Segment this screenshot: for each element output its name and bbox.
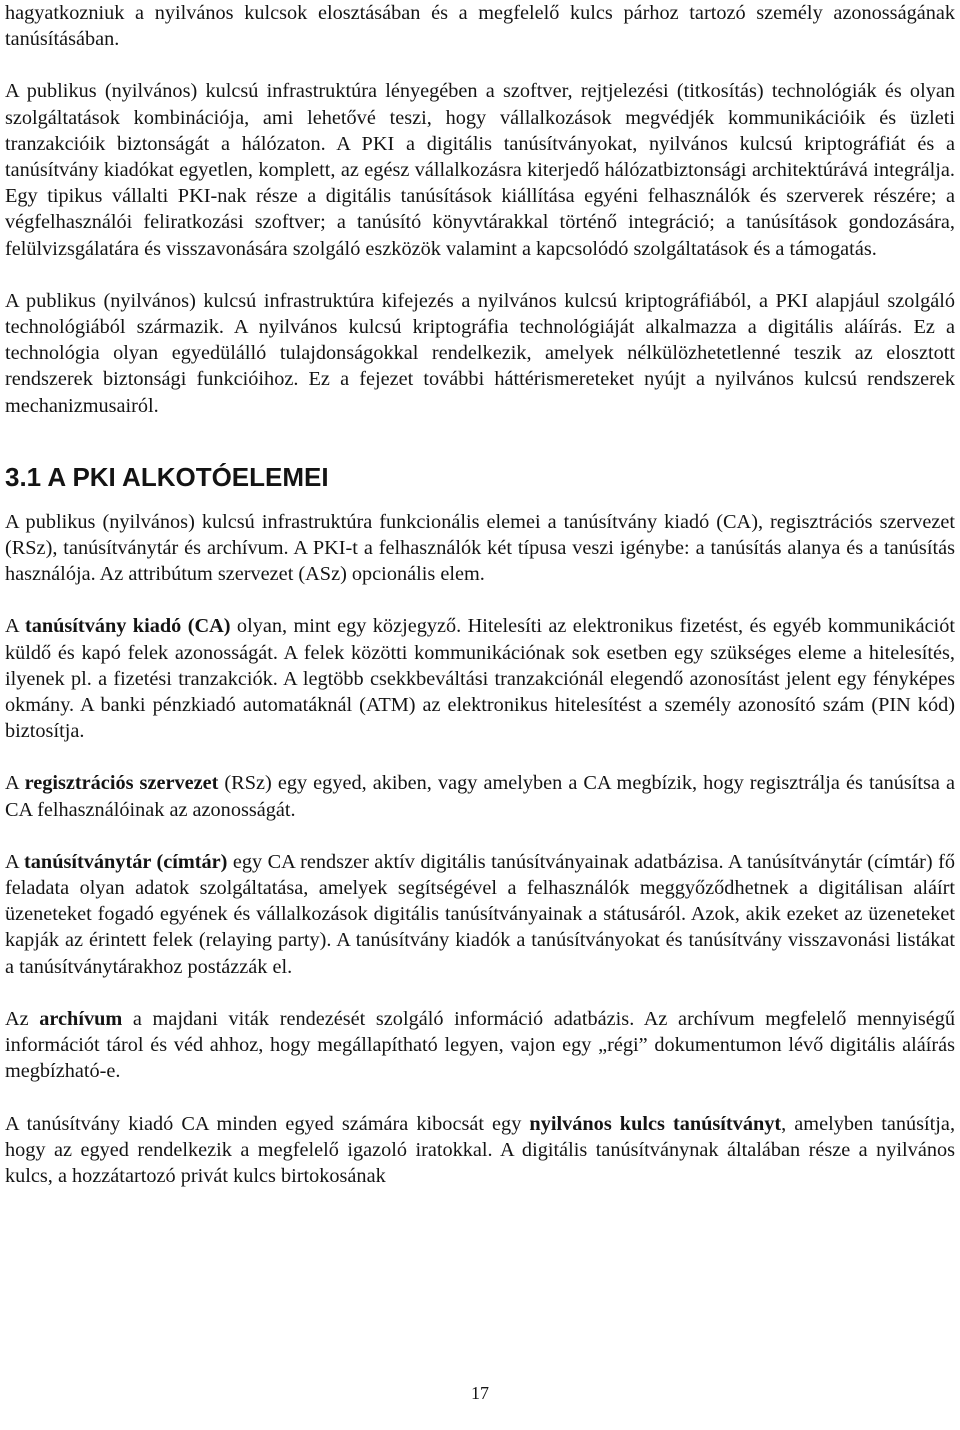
- paragraph-gap: [5, 1085, 955, 1111]
- paragraph-gap: [5, 262, 955, 288]
- paragraph-archive: [5, 1006, 955, 1085]
- paragraph-continuation: hagyatkozniuk a nyilvános kulcsok elosztásában és a megfelelő kulcs párhoz tartozó személy azonosságának tanúsításában.: [5, 2, 955, 51]
- text-run: olyan, mint egy közjegyző. Hitelesíti az elektronikus fizetést, és egyéb kommunikációt küldő és kapó felek azonosságát. A felek közötti kommunikációnak sok esetben egy szükséges eleme a hitelesítés, ilyenek pl. a fizetési tranzakciók. A legtöbb csekkbeváltási tranzakciónál elegendő azonosítást jelent egy fényképes okmány. A banki pénzkiadó automatáknál (ATM) az elektronikus hitelesítést a személy azonosító szám (PIN kód) biztosítja.: [5, 615, 955, 743]
- paragraph-pki-definition: A publikus (nyilvános) kulcsú infrastruktúra lényegében a szoftver, rejtjelezési (titkosítás) technológiák és olyan szolgáltatások kombinációja, ami lehetővé teszi, hogy vállalkozások megvédjék kommunikációik és üzleti tranzakcióik biztonságát a hálózaton. A PKI a digitális tanúsítványokat, nyilvános kulcsú kriptográfiát és a tanúsítvány kiadókat egyetlen, komplett, az egész vállalkozásra kiterjedő hálózatbiztonsági architektúrává integrálja. Egy tipikus vállalti PKI-nak része a digitális tanúsítások kiállítása egyéni felhasználók és szerverek részére; a végfelhasználói feliratkozási szoftver; a tanúsító könyvtárakkal történő integráció; a tanúsítások gondozására, felülvizsgálatára és visszavonására szolgáló eszközök valamint a kapcsolódó szolgáltatások és a támogatás.: [5, 80, 955, 260]
- text-run: A: [5, 615, 25, 638]
- text-run: egy CA rendszer aktív digitális tanúsítványainak adatbázisa. A tanúsítványtár (címtár) fő feladata olyan adatok szolgáltatása, amelyek segítségével a felhasználók meggyőződhetnek a digitálisan aláírt üzeneteket fogadó egyének és vállalkozások digitális tanúsítványainak a státusáról. Azok, akik ezeket az üzeneteket kapják az érintett felek (relaying party). A tanúsítvány kiadók a tanúsítványokat és tanúsítvány visszavonási listákat a tanúsítványtárakhoz postázzák el.: [5, 850, 955, 978]
- page-body: [5, 0, 955, 1189]
- paragraph-pki-components: A publikus (nyilvános) kulcsú infrastruktúra funkcionális elemei a tanúsítvány kiadó (CA), regisztrációs szervezet (RSz), tanúsítványtár és archívum. A PKI-t a felhasználók két típusa veszi igénybe: a tanúsítás alanya és a tanúsítás használója. Az attribútum szervezet (ASz) opcionális elem.: [5, 510, 955, 586]
- paragraph-pki-origin: A publikus (nyilvános) kulcsú infrastruktúra kifejezés a nyilvános kulcsú kriptográfiából, a PKI alapjául szolgáló technológiából származik. A nyilvános kulcsú kriptográfia technológiáját alkalmazza a digitális aláírás. Ez a technológia olyan egyedülálló tulajdonságokkal rendelkezik, amelyek nélkülözhetetlenné teszik az elosztott rendszerek biztonsági funkcióihoz. Ez a fejezet további háttérismereteket nyújt a nyilvános kulcsú rendszerek mechanizmusairól.: [5, 289, 955, 417]
- bold-term: nyilvános kulcs tanúsítványt: [529, 1112, 782, 1135]
- page-number: 17: [471, 1383, 489, 1403]
- bold-term: regisztrációs szervezet: [24, 772, 219, 795]
- text-run: A tanúsítvány kiadó CA minden egyed számára kibocsát egy: [5, 1112, 530, 1135]
- paragraph-public-key-certificate: [5, 1111, 955, 1190]
- bold-term: tanúsítvány kiadó (CA): [24, 615, 231, 638]
- text-run: A: [5, 772, 25, 795]
- paragraph-gap: [5, 744, 955, 770]
- paragraph-gap: [5, 587, 955, 613]
- text-run: A: [5, 850, 25, 873]
- text-run: Az: [5, 1007, 40, 1030]
- text-run: (RSz) egy egyed, akiben, vagy amelyben a CA megbízik, hogy regisztrálja és tanúsítsa a CA felhasználóinak az azonosságát.: [5, 772, 955, 821]
- text-run: a majdani viták rendezését szolgáló információ adatbázis. Az archívum megfelelő mennyiségű információt tárol és véd ahhoz, hogy megállapítható legyen, vajon egy „régi” dokumentumon lévő digitális aláírás megbízható-e.: [5, 1007, 955, 1083]
- bold-term: tanúsítványtár (címtár): [24, 850, 228, 873]
- text-run: , amelyben tanúsítja, hogy az egyed rendelkezik a megfelelő igazoló iratokkal. A digitális tanúsítványnak általában része a nyilvános kulcs, a hozzátartozó privát kulcs birtokosának: [5, 1112, 956, 1187]
- paragraph-gap: [5, 823, 955, 849]
- paragraph-gap: [5, 980, 955, 1006]
- paragraph-certificate-authority: [5, 613, 955, 744]
- paragraph-certificate-repository: [5, 849, 955, 980]
- bold-term: archívum: [39, 1007, 123, 1030]
- section-heading: 3.1 A PKI ALKOTÓELEMEI: [5, 461, 329, 492]
- paragraph-registration-authority: [5, 770, 955, 822]
- paragraph-gap: [5, 52, 955, 78]
